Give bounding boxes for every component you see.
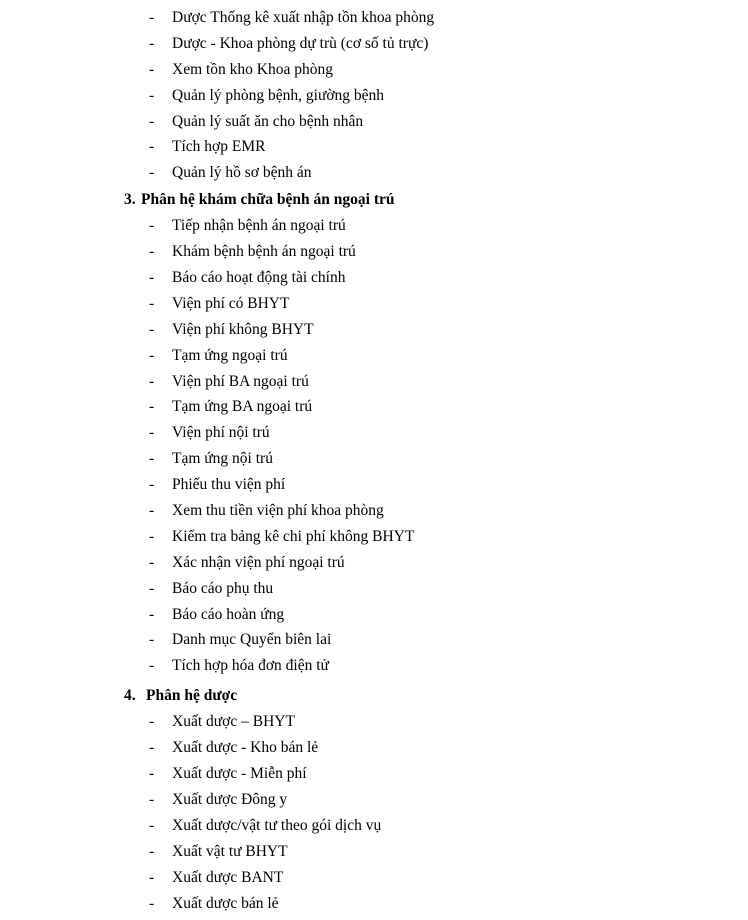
list-item-text: Xuất dược bán lẻ bbox=[172, 894, 279, 912]
list-item-text: Xuất dược - Miễn phí bbox=[172, 765, 307, 783]
list-item bbox=[0, 265, 748, 291]
list-item bbox=[0, 627, 748, 653]
section4-heading bbox=[0, 682, 748, 709]
bullet-dash: - bbox=[149, 294, 155, 312]
section3-number: 3. bbox=[124, 191, 136, 209]
list-item-text: Dược Thống kê xuất nhập tồn khoa phòng bbox=[172, 9, 435, 26]
bullet-dash: - bbox=[149, 424, 155, 442]
list-item bbox=[0, 57, 748, 83]
bullet-dash: - bbox=[149, 9, 155, 26]
list-item-text: Tạm ứng ngoại trú bbox=[172, 346, 288, 364]
list-item bbox=[0, 369, 748, 395]
section4-title: Phân hệ dược bbox=[146, 687, 238, 705]
list-item bbox=[0, 31, 748, 57]
list-item-text: Viện phí nội trú bbox=[172, 424, 270, 442]
list-item bbox=[0, 891, 748, 917]
bullet-dash: - bbox=[149, 605, 155, 623]
list-item bbox=[0, 761, 748, 787]
bullet-dash: - bbox=[149, 476, 155, 494]
section3-list bbox=[0, 213, 748, 679]
list-item-text: Xuất dược - Kho bán lẻ bbox=[172, 739, 319, 757]
list-item bbox=[0, 213, 748, 239]
bullet-dash: - bbox=[149, 243, 155, 261]
list-item bbox=[0, 394, 748, 420]
bullet-dash: - bbox=[149, 553, 155, 571]
bullet-dash: - bbox=[149, 320, 155, 338]
bullet-dash: - bbox=[149, 86, 155, 104]
list-item-text: Phiếu thu viện phí bbox=[172, 476, 286, 494]
bullet-dash: - bbox=[149, 112, 155, 130]
bullet-dash: - bbox=[149, 372, 155, 390]
list-item-text: Báo cáo phụ thu bbox=[172, 579, 274, 597]
list-item-text: Quản lý phòng bệnh, giường bệnh bbox=[172, 86, 385, 104]
list-item-text: Xem thu tiền viện phí khoa phòng bbox=[172, 502, 384, 520]
list-item-text: Quản lý suất ăn cho bệnh nhân bbox=[172, 112, 364, 130]
list-item-text: Tạm ứng nội trú bbox=[172, 450, 273, 468]
list-item bbox=[0, 524, 748, 550]
bullet-dash: - bbox=[149, 816, 155, 834]
list-item bbox=[0, 109, 748, 135]
list-item bbox=[0, 653, 748, 679]
bullet-dash: - bbox=[149, 713, 155, 731]
list-item bbox=[0, 472, 748, 498]
list-item-text: Xem tồn kho Khoa phòng bbox=[172, 60, 334, 78]
section3-heading bbox=[0, 186, 748, 213]
list-item bbox=[0, 239, 748, 265]
list-item bbox=[0, 83, 748, 109]
list-item-text: Xuất dược/vật tư theo gói dịch vụ bbox=[172, 816, 382, 834]
bullet-dash: - bbox=[149, 34, 155, 52]
list-item-text: Xuất dược – BHYT bbox=[172, 713, 295, 731]
document-page bbox=[0, 5, 748, 916]
bullet-dash: - bbox=[149, 346, 155, 364]
bullet-dash: - bbox=[149, 579, 155, 597]
list-item-text: Danh mục Quyển biên lai bbox=[172, 631, 332, 649]
list-item-text: Khám bệnh bệnh án ngoại trú bbox=[172, 243, 356, 261]
list-item-text: Dược - Khoa phòng dự trù (cơ số tủ trực) bbox=[172, 34, 429, 52]
list-item bbox=[0, 343, 748, 369]
list-item-text: Viện phí BA ngoại trú bbox=[172, 372, 309, 390]
list-item bbox=[0, 576, 748, 602]
list-item bbox=[0, 160, 748, 186]
list-item bbox=[0, 787, 748, 813]
list-item-text: Tạm ứng BA ngoại trú bbox=[172, 398, 313, 416]
bullet-dash: - bbox=[149, 164, 155, 182]
list-item bbox=[0, 134, 748, 160]
list-item bbox=[0, 5, 748, 31]
list-item bbox=[0, 813, 748, 839]
list-item bbox=[0, 498, 748, 524]
bullet-dash: - bbox=[149, 269, 155, 287]
bullet-dash: - bbox=[149, 398, 155, 416]
bullet-dash: - bbox=[149, 60, 155, 78]
bullet-dash: - bbox=[149, 790, 155, 808]
list-item-text: Xuất dược Đông y bbox=[172, 790, 288, 808]
list-item bbox=[0, 735, 748, 761]
section2-tail-list bbox=[0, 5, 748, 186]
list-item-text: Kiểm tra bảng kê chi phí không BHYT bbox=[172, 527, 415, 545]
bullet-dash: - bbox=[149, 527, 155, 545]
list-item-text: Báo cáo hoàn ứng bbox=[172, 605, 285, 623]
bullet-dash: - bbox=[149, 631, 155, 649]
list-item bbox=[0, 446, 748, 472]
bullet-dash: - bbox=[149, 657, 155, 675]
bullet-dash: - bbox=[149, 502, 155, 520]
list-item-text: Tiếp nhận bệnh án ngoại trú bbox=[172, 217, 346, 235]
section4-number: 4. bbox=[124, 687, 136, 705]
list-item-text: Quản lý hồ sơ bệnh án bbox=[172, 164, 312, 182]
bullet-dash: - bbox=[149, 842, 155, 860]
list-item bbox=[0, 602, 748, 628]
bullet-dash: - bbox=[149, 138, 155, 156]
bullet-dash: - bbox=[149, 217, 155, 235]
section4-list bbox=[0, 709, 748, 916]
list-item-text: Tích hợp EMR bbox=[172, 138, 266, 156]
list-item-text: Xác nhận viện phí ngoại trú bbox=[172, 553, 345, 571]
list-item-text: Xuất vật tư BHYT bbox=[172, 842, 288, 860]
list-item-text: Viện phí không BHYT bbox=[172, 320, 314, 338]
list-item bbox=[0, 420, 748, 446]
list-item bbox=[0, 709, 748, 735]
list-item-text: Báo cáo hoạt động tài chính bbox=[172, 269, 346, 287]
list-item bbox=[0, 291, 748, 317]
list-item bbox=[0, 865, 748, 891]
list-item-text: Viện phí có BHYT bbox=[172, 294, 290, 312]
bullet-dash: - bbox=[149, 868, 155, 886]
section3-title: Phân hệ khám chữa bệnh án ngoại trú bbox=[141, 191, 395, 209]
list-item-text: Tích hợp hóa đơn điện tử bbox=[172, 657, 329, 675]
list-item bbox=[0, 839, 748, 865]
list-item-text: Xuất dược BANT bbox=[172, 868, 284, 886]
bullet-dash: - bbox=[149, 739, 155, 757]
list-item bbox=[0, 317, 748, 343]
bullet-dash: - bbox=[149, 765, 155, 783]
bullet-dash: - bbox=[149, 894, 155, 912]
bullet-dash: - bbox=[149, 450, 155, 468]
list-item bbox=[0, 550, 748, 576]
